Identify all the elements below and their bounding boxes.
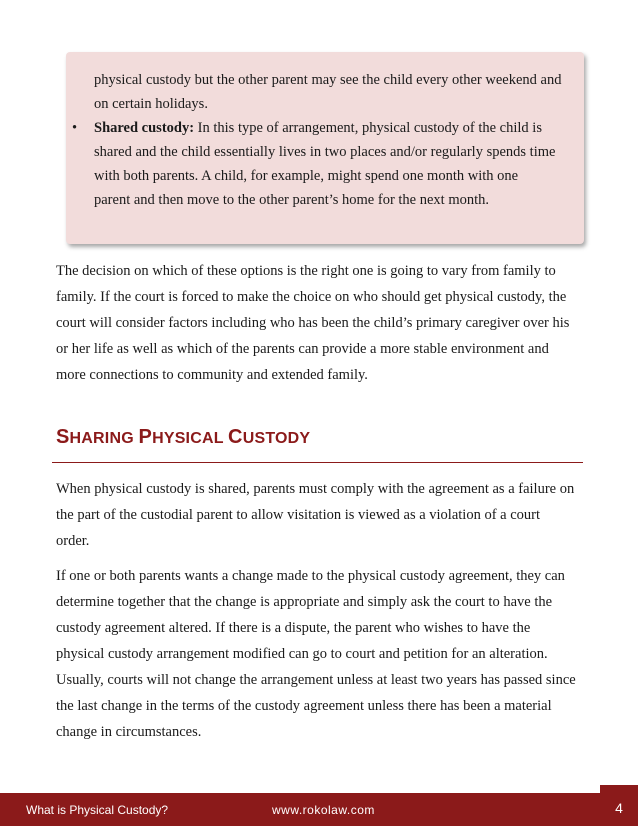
heading-initial-c: C [228,426,243,448]
bullet-text: In this type of arrangement, physical custody of the child is shared and the child essentially lives in two places and/or regularly spends time with both parents. A child, for example, might spend one month with one parent and then move to the other parent’s home for the next month. [94,120,556,208]
bullet-icon: • [72,120,78,136]
callout-list [66,116,556,212]
section-heading [56,426,310,449]
paragraph-change: If one or both parents wants a change made to the physical custody agreement, they can determine together that the change is appropriate and simply ask the court to have the custody agreement altered. If there is a dispute, the parent who wishes to have the physical custody arrangement modified can go to court and petition for an alteration. Usually, courts will not change the arrangement unless at least two years has passed since the last change in the terms of the custody agreement unless there has been a material change in circumstances. [56,568,576,740]
page-footer [0,793,600,826]
heading-initial-p: P [138,426,153,448]
footer-website: www.rokolaw.com [272,803,375,817]
page-number [600,785,638,826]
paragraph-decision: The decision on which of these options is the right one is going to vary from family to family. If the court is forced to make the choice on who should get physical custody, the court will consider factors including who has been the child’s primary caregiver over his or her life as well as which of the parents can provide a more stable environment and more connections to community and extended family. [56,263,570,383]
callout-box [66,52,584,244]
page-number-box [600,793,638,826]
heading-initial-s: S [56,426,70,448]
heading-part-3: USTODY [242,430,311,447]
page-number-label: 4 [615,800,623,816]
bullet-term: Shared custody: [94,120,195,136]
paragraph-shared: When physical custody is shared, parents must comply with the agreement as a failure on the part of the custodial parent to allow visitation is viewed as a violation of a court order. [56,481,575,549]
callout-continuation-text: physical custody but the other parent may see the child every other weekend and on certain holidays. [94,72,562,112]
heading-part-2: HYSICAL [152,430,229,447]
footer-title: What is Physical Custody? [26,803,169,817]
list-item [66,116,556,212]
heading-divider [52,462,583,463]
heading-part-1: HARING [69,430,139,447]
